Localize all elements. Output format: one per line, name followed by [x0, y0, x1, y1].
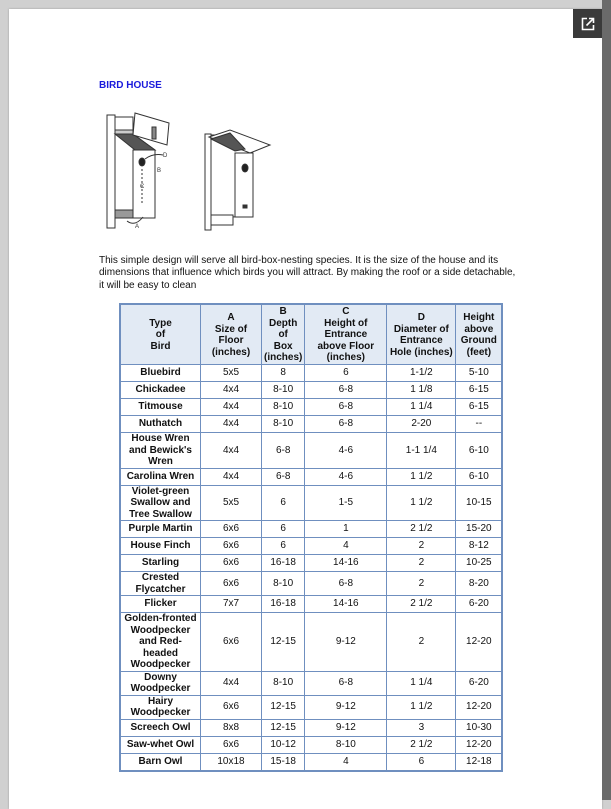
table-row — [120, 753, 502, 771]
ground-height-cell: 6-10 — [456, 433, 503, 469]
birdhouse-dimensions-table — [119, 303, 503, 772]
table-row — [120, 719, 502, 736]
ground-height-cell: 8-20 — [456, 572, 503, 596]
floor-size-cell: 6x6 — [201, 572, 262, 596]
box-depth-cell: 8-10 — [262, 382, 305, 399]
table-row — [120, 671, 502, 695]
bird-name-cell: Purple Martin — [120, 521, 201, 538]
floor-size-cell: 6x6 — [201, 695, 262, 719]
floor-size-cell: 5x5 — [201, 485, 262, 521]
box-depth-cell: 16-18 — [262, 596, 305, 613]
ground-height-cell: 6-15 — [456, 399, 503, 416]
bird-name-cell: Starling — [120, 555, 201, 572]
popout-button[interactable] — [573, 9, 602, 38]
entrance-height-cell: 6-8 — [305, 399, 387, 416]
entrance-height-cell: 9-12 — [305, 695, 387, 719]
entrance-height-cell: 9-12 — [305, 719, 387, 736]
box-depth-cell: 16-18 — [262, 555, 305, 572]
box-depth-cell: 10-12 — [262, 736, 305, 753]
svg-text:D: D — [163, 153, 168, 159]
entrance-height-cell: 14-16 — [305, 555, 387, 572]
bird-name-cell: Crested Flycatcher — [120, 572, 201, 596]
table-row — [120, 596, 502, 613]
ground-height-cell: 8-12 — [456, 538, 503, 555]
floor-size-cell: 4x4 — [201, 399, 262, 416]
bird-name-cell: Hairy Woodpecker — [120, 695, 201, 719]
floor-size-cell: 4x4 — [201, 671, 262, 695]
floor-size-cell: 5x5 — [201, 365, 262, 382]
hole-diameter-cell: 1 1/2 — [387, 485, 456, 521]
hole-diameter-cell: 1 1/2 — [387, 468, 456, 485]
table-row — [120, 485, 502, 521]
floor-size-cell: 7x7 — [201, 596, 262, 613]
floor-size-cell: 6x6 — [201, 613, 262, 672]
table-row — [120, 521, 502, 538]
hole-diameter-cell: 2 — [387, 572, 456, 596]
box-depth-cell: 15-18 — [262, 753, 305, 771]
header-floor-size: A Size of Floor (inches) — [201, 304, 262, 365]
floor-size-cell: 4x4 — [201, 382, 262, 399]
ground-height-cell: 6-15 — [456, 382, 503, 399]
box-depth-cell: 6-8 — [262, 433, 305, 469]
hole-diameter-cell: 2 — [387, 538, 456, 555]
box-depth-cell: 6-8 — [262, 468, 305, 485]
table-row — [120, 695, 502, 719]
box-depth-cell: 8-10 — [262, 671, 305, 695]
box-depth-cell: 6 — [262, 521, 305, 538]
ground-height-cell: 10-15 — [456, 485, 503, 521]
hole-diameter-cell: 2-20 — [387, 416, 456, 433]
hole-diameter-cell: 1-1/2 — [387, 365, 456, 382]
bird-name-cell: Chickadee — [120, 382, 201, 399]
ground-height-cell: 6-20 — [456, 596, 503, 613]
svg-text:A: A — [135, 224, 140, 230]
box-depth-cell: 12-15 — [262, 719, 305, 736]
bird-name-cell: Violet-green Swallow and Tree Swallow — [120, 485, 201, 521]
header-type-of-bird: Type of Bird — [120, 304, 201, 365]
table-row — [120, 555, 502, 572]
hole-diameter-cell: 6 — [387, 753, 456, 771]
bird-name-cell: Carolina Wren — [120, 468, 201, 485]
table-row — [120, 613, 502, 672]
bird-name-cell: Titmouse — [120, 399, 201, 416]
bird-name-cell: House Finch — [120, 538, 201, 555]
floor-size-cell: 4x4 — [201, 433, 262, 469]
ground-height-cell: 12-18 — [456, 753, 503, 771]
entrance-height-cell: 14-16 — [305, 596, 387, 613]
entrance-height-cell: 8-10 — [305, 736, 387, 753]
entrance-height-cell: 1-5 — [305, 485, 387, 521]
ground-height-cell: 12-20 — [456, 736, 503, 753]
table-row — [120, 416, 502, 433]
hole-diameter-cell: 1 1/8 — [387, 382, 456, 399]
bird-name-cell: Screech Owl — [120, 719, 201, 736]
scrollbar-track[interactable] — [602, 0, 611, 800]
box-depth-cell: 8-10 — [262, 572, 305, 596]
floor-size-cell: 6x6 — [201, 555, 262, 572]
bird-name-cell: House Wren and Bewick's Wren — [120, 433, 201, 469]
table-row — [120, 468, 502, 485]
box-depth-cell: 8-10 — [262, 399, 305, 416]
document-title: BIRD HOUSE — [99, 80, 162, 91]
table-row — [120, 572, 502, 596]
header-box-depth: B Depth of Box (inches) — [262, 304, 305, 365]
bird-name-cell: Downy Woodpecker — [120, 671, 201, 695]
floor-size-cell: 6x6 — [201, 521, 262, 538]
ground-height-cell: 12-20 — [456, 613, 503, 672]
table-row — [120, 399, 502, 416]
box-depth-cell: 12-15 — [262, 613, 305, 672]
header-hole-diameter: D Diameter of Entrance Hole (inches) — [387, 304, 456, 365]
hole-diameter-cell: 2 — [387, 613, 456, 672]
hole-diameter-cell: 1 1/4 — [387, 671, 456, 695]
ground-height-cell: 10-25 — [456, 555, 503, 572]
bird-name-cell: Barn Owl — [120, 753, 201, 771]
bird-name-cell: Golden-fronted Woodpecker and Red-headed Woodpecker — [120, 613, 201, 672]
entrance-height-cell: 6 — [305, 365, 387, 382]
ground-height-cell: 6-10 — [456, 468, 503, 485]
hole-diameter-cell: 2 1/2 — [387, 736, 456, 753]
entrance-height-cell: 4-6 — [305, 433, 387, 469]
bird-name-cell: Nuthatch — [120, 416, 201, 433]
ground-height-cell: 10-30 — [456, 719, 503, 736]
entrance-height-cell: 6-8 — [305, 572, 387, 596]
bird-name-cell: Saw-whet Owl — [120, 736, 201, 753]
floor-size-cell: 10x18 — [201, 753, 262, 771]
hole-diameter-cell: 1-1 1/4 — [387, 433, 456, 469]
open-in-new-icon — [581, 17, 595, 31]
hole-diameter-cell: 3 — [387, 719, 456, 736]
bird-name-cell: Flicker — [120, 596, 201, 613]
table-row — [120, 382, 502, 399]
header-entrance-height: C Height of Entrance above Floor (inches) — [305, 304, 387, 365]
hole-diameter-cell: 1 1/4 — [387, 399, 456, 416]
table-header-row — [120, 304, 502, 365]
entrance-height-cell: 1 — [305, 521, 387, 538]
floor-size-cell: 4x4 — [201, 468, 262, 485]
table-row — [120, 433, 502, 469]
floor-size-cell: 6x6 — [201, 736, 262, 753]
box-depth-cell: 8-10 — [262, 416, 305, 433]
ground-height-cell: 6-20 — [456, 671, 503, 695]
hole-diameter-cell: 2 1/2 — [387, 596, 456, 613]
entrance-height-cell: 4 — [305, 538, 387, 555]
ground-height-cell: -- — [456, 416, 503, 433]
hole-diameter-cell: 1 1/2 — [387, 695, 456, 719]
entrance-height-cell: 6-8 — [305, 416, 387, 433]
floor-size-cell: 6x6 — [201, 538, 262, 555]
entrance-height-cell: 4 — [305, 753, 387, 771]
entrance-height-cell: 4-6 — [305, 468, 387, 485]
hole-diameter-cell: 2 1/2 — [387, 521, 456, 538]
entrance-height-cell: 9-12 — [305, 613, 387, 672]
ground-height-cell: 15-20 — [456, 521, 503, 538]
svg-text:B: B — [157, 168, 162, 174]
box-depth-cell: 6 — [262, 538, 305, 555]
table-row — [120, 736, 502, 753]
floor-size-cell: 8x8 — [201, 719, 262, 736]
entrance-height-cell: 6-8 — [305, 671, 387, 695]
entrance-height-cell: 6-8 — [305, 382, 387, 399]
box-depth-cell: 8 — [262, 365, 305, 382]
birdhouse-illustration — [105, 105, 280, 235]
intro-paragraph: This simple design will serve all bird-box-nesting species. It is the size of the house and its dimensions that influence which birds you will attract. By making the roof or a side detachable, it will be easy to clean — [99, 255, 516, 291]
floor-size-cell: 4x4 — [201, 416, 262, 433]
box-depth-cell: 6 — [262, 485, 305, 521]
header-ground-height: Height above Ground (feet) — [456, 304, 503, 365]
hole-diameter-cell: 2 — [387, 555, 456, 572]
ground-height-cell: 5-10 — [456, 365, 503, 382]
box-depth-cell: 12-15 — [262, 695, 305, 719]
ground-height-cell: 12-20 — [456, 695, 503, 719]
svg-text:C: C — [140, 184, 145, 190]
table-row — [120, 365, 502, 382]
bird-name-cell: Bluebird — [120, 365, 201, 382]
table-row — [120, 538, 502, 555]
